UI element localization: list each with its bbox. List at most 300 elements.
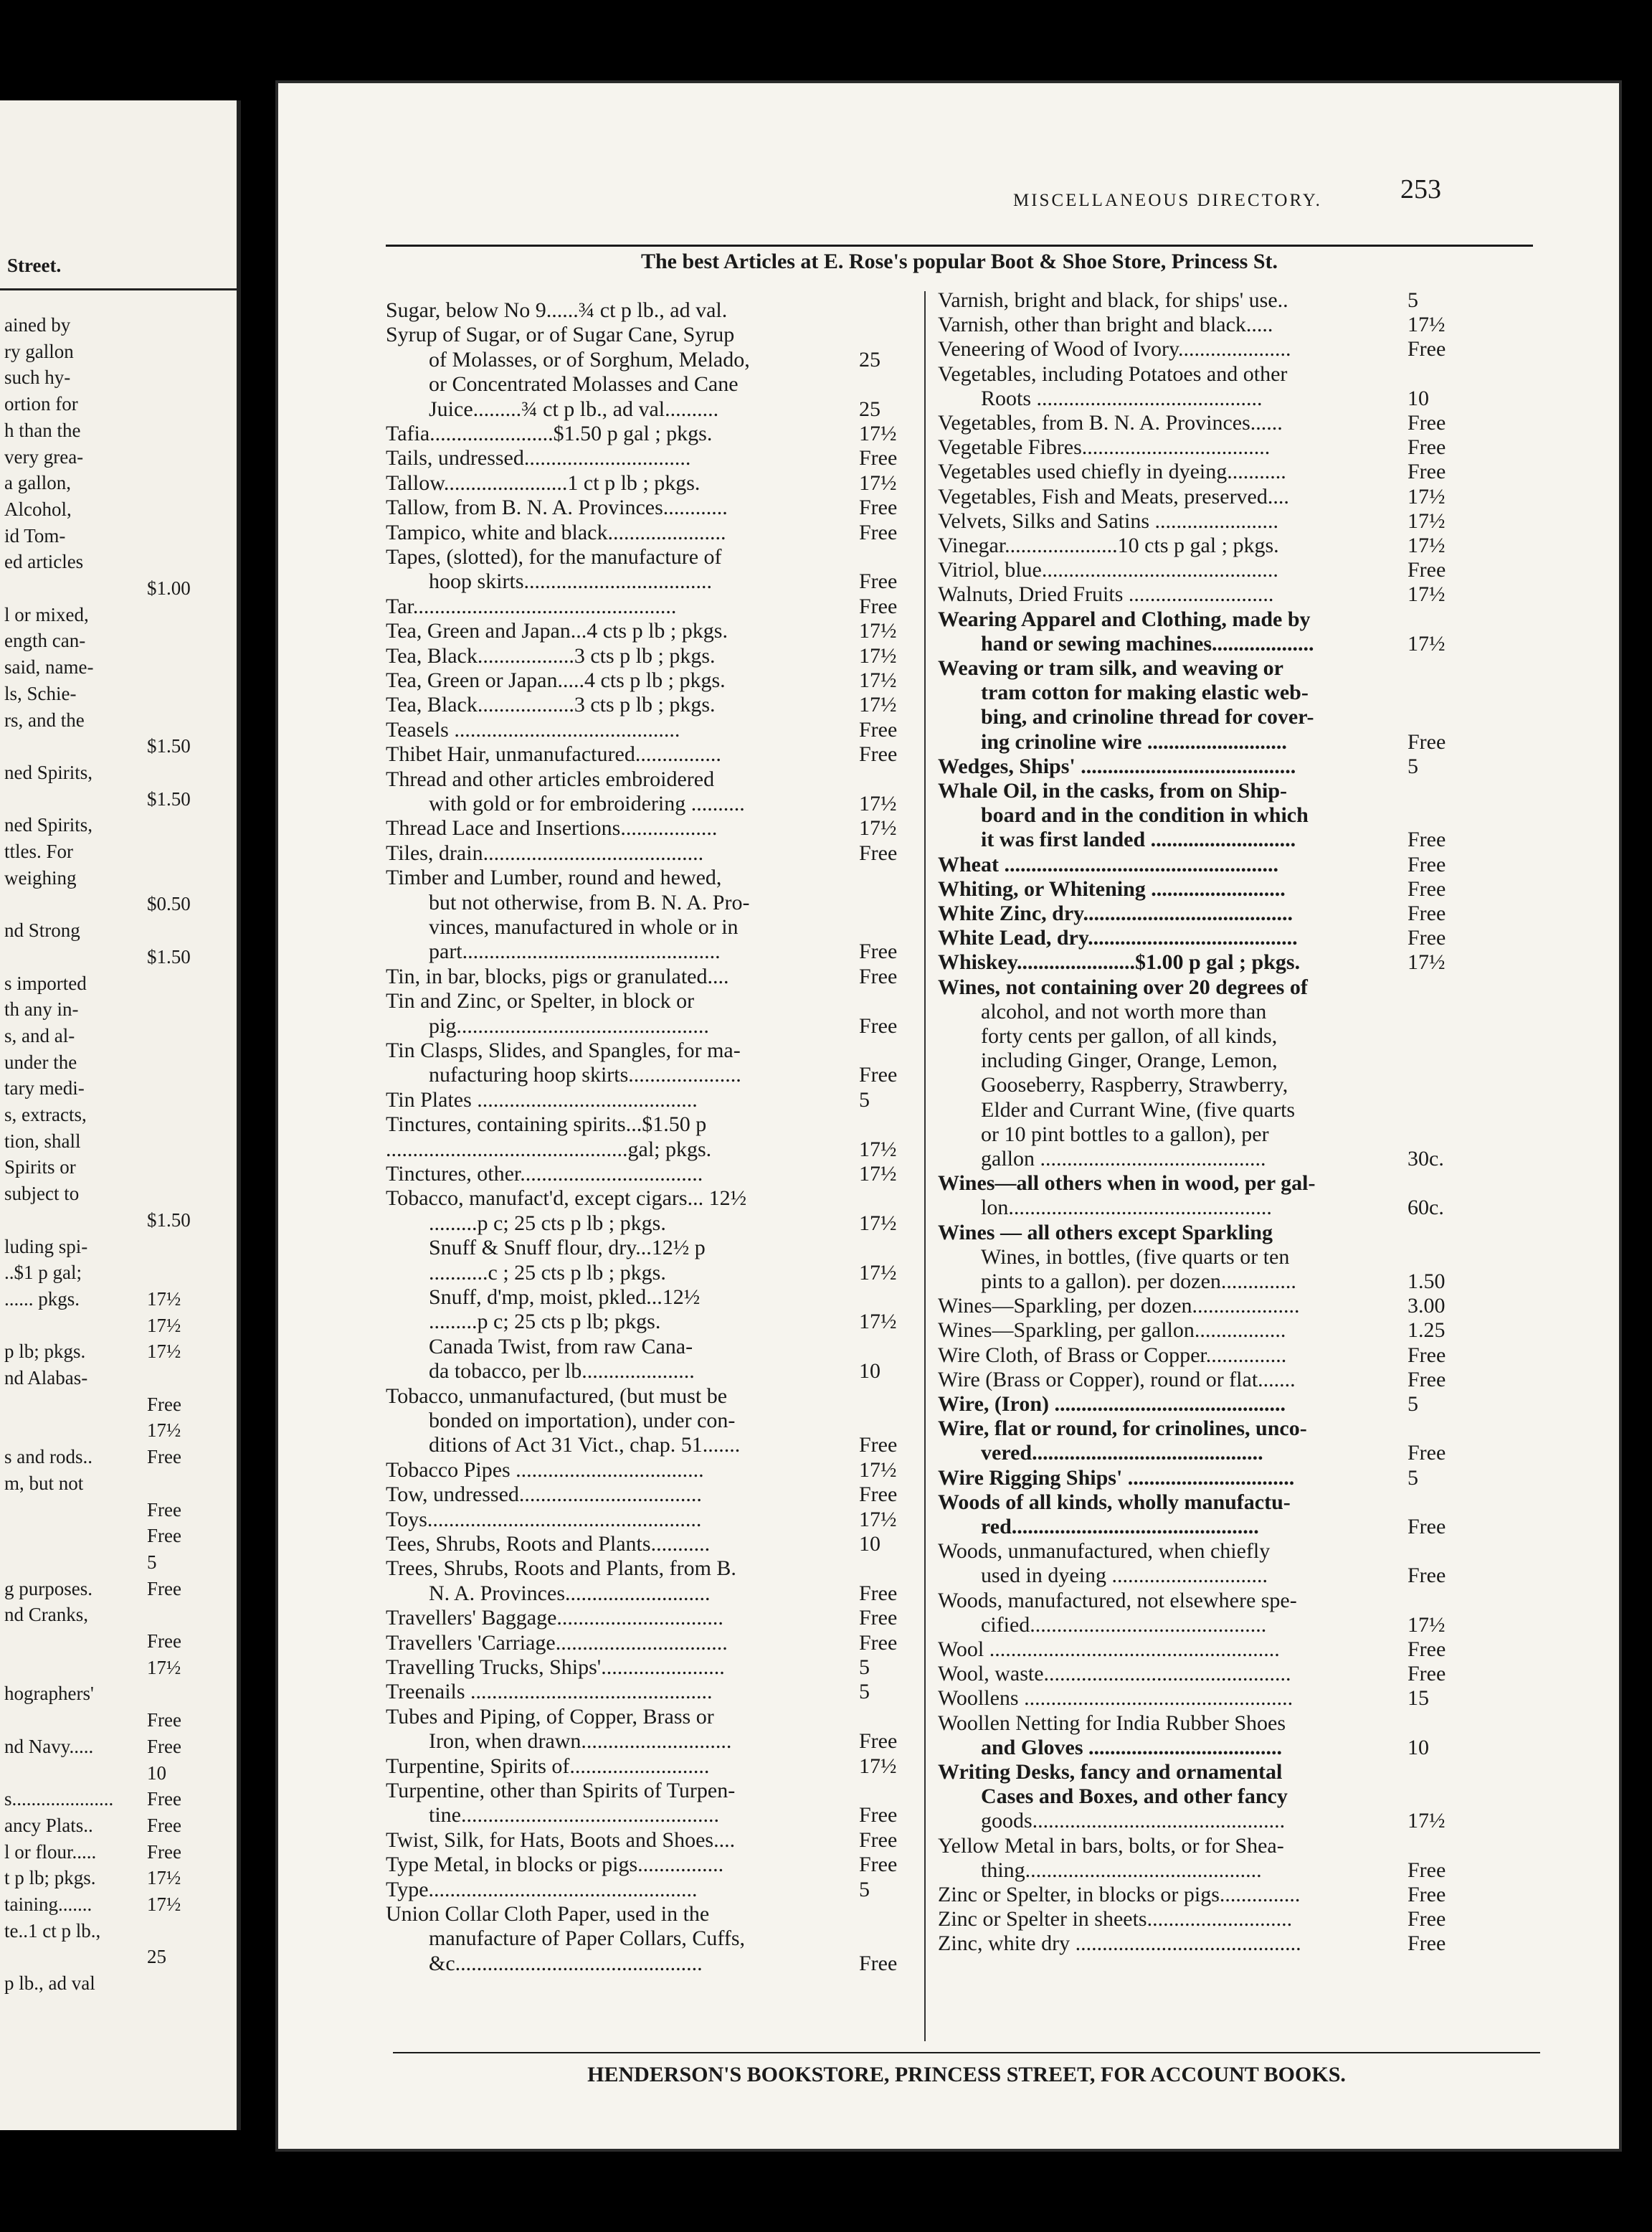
duty-rate: Free (859, 841, 898, 865)
tariff-entry: manufacture of Paper Collars, Cuffs, (429, 1926, 745, 1951)
tariff-entry: Vitriol, blue............................................ (938, 558, 1278, 582)
bottom-rule (393, 2052, 1540, 2053)
tariff-entry: Whiting, or Whitening ......................... (938, 876, 1286, 901)
tariff-entry: Travellers 'Carriage................................ (386, 1630, 728, 1655)
duty-rate: Free (1407, 876, 1446, 901)
left-page-line: h than the (4, 419, 81, 441)
tariff-entry: Tampico, white and black...................... (386, 520, 726, 544)
duty-rate: Free (1407, 411, 1446, 435)
tariff-entry: Turpentine, Spirits of.......................... (386, 1754, 710, 1778)
duty-rate: Free (1407, 828, 1446, 852)
left-page-line (4, 891, 234, 917)
tariff-entry: Thread and other articles embroidered (386, 767, 715, 791)
duty-rate: Free (859, 1951, 898, 1975)
tariff-entry: Wire Cloth, of Brass or Copper............... (938, 1343, 1287, 1367)
left-page-line: nd Cranks, (4, 1604, 88, 1626)
left-page-line: Alcohol, (4, 498, 72, 520)
left-page-rule (0, 288, 237, 290)
tariff-entry: Tobacco, manufact'd, except cigars... 12½ (386, 1186, 747, 1211)
tariff-entry: but not otherwise, from B. N. A. Pro- (429, 890, 750, 914)
duty-rate: Free (1407, 1367, 1446, 1391)
left-page-line: l or mixed, (4, 603, 89, 625)
tariff-entry: Wire (Brass or Copper), round or flat....... (938, 1367, 1296, 1391)
duty-rate: Free (859, 1013, 898, 1038)
left-page-duty-value: $1.00 (147, 577, 191, 599)
duty-rate: Free (859, 520, 898, 544)
left-page-line: ...... pkgs. (4, 1287, 80, 1310)
tariff-entry: thing............................................ (981, 1858, 1262, 1882)
tariff-entry: Treenails ............................................. (386, 1680, 713, 1704)
tariff-entry: or 10 pint bottles to a gallon), per (981, 1122, 1269, 1146)
left-page-duty-value: $1.50 (147, 945, 191, 968)
tariff-entry: Tinctures, containing spirits...$1.50 p (386, 1112, 707, 1137)
tariff-entry: Travelling Trucks, Ships'....................... (386, 1655, 725, 1679)
tariff-entry: Snuff, d'mp, moist, pkled...12½ (429, 1285, 701, 1309)
duty-rate: Free (859, 1853, 898, 1877)
tariff-entry: hoop skirts................................... (429, 569, 713, 594)
tariff-entry: Tallow.......................1 ct p lb ; pkgs. (386, 470, 701, 495)
duty-rate: 5 (1407, 288, 1418, 312)
tariff-entry: nufacturing hoop skirts..................... (429, 1063, 741, 1087)
tariff-entry: Varnish, other than bright and black..... (938, 313, 1273, 337)
tariff-entry: forty cents per gallon, of all kinds, (981, 1024, 1278, 1048)
tariff-entry: Wedges, Ships' ........................................ (938, 754, 1296, 778)
tariff-entry: White Lead, dry....................................... (938, 926, 1298, 950)
duty-rate: Free (859, 1630, 898, 1655)
left-page-line (4, 1707, 234, 1733)
left-page-duty-value: 5 (147, 1551, 157, 1573)
tariff-entry: used in dyeing ............................. (981, 1564, 1268, 1588)
left-page-line: ned Spirits, (4, 761, 93, 783)
tariff-entry: Wire, (Iron) ........................................... (938, 1392, 1286, 1416)
left-page-duty-value: Free (147, 1393, 181, 1415)
left-page-line: t p lb; pkgs. (4, 1867, 96, 1889)
tariff-entry: Type.................................................. (386, 1877, 698, 1901)
tariff-entry: Vegetable Fibres................................... (938, 435, 1271, 460)
tariff-entry: Wines—Sparkling, per dozen.................... (938, 1294, 1300, 1318)
tariff-entry: .............................................gal; pkgs. (386, 1137, 712, 1161)
duty-rate: Free (1407, 460, 1446, 484)
tariff-entry: Travellers' Baggage............................... (386, 1606, 723, 1630)
tariff-entry: Tafia.......................$1.50 p gal ; pkgs. (386, 422, 713, 445)
duty-rate: 17½ (859, 668, 897, 692)
tariff-entry: Woods, unmanufactured, when chiefly (938, 1539, 1271, 1564)
left-page-duty-value: Free (147, 1446, 181, 1468)
left-page-line: under the (4, 1051, 77, 1073)
left-page-line (4, 1944, 234, 1969)
tariff-entry: Tiles, drain......................................... (386, 841, 704, 865)
left-page-duty-value: 17½ (147, 1656, 181, 1678)
tariff-entry: Tin and Zinc, or Spelter, in block or (386, 989, 695, 1013)
duty-rate: Free (1407, 337, 1446, 361)
tariff-entry: Tubes and Piping, of Copper, Brass or (386, 1704, 714, 1729)
duty-rate: 15 (1407, 1686, 1429, 1711)
tariff-entry: including Ginger, Orange, Lemon, (981, 1049, 1278, 1073)
duty-rate: Free (859, 1063, 898, 1087)
tariff-entry: with gold or for embroidering .......... (429, 792, 745, 815)
tariff-entry: &c.............................................. (429, 1951, 703, 1975)
tariff-entry: da tobacco, per lb..................... (429, 1359, 695, 1384)
duty-rate: 17½ (859, 1457, 897, 1482)
duty-rate: Free (859, 594, 898, 618)
left-page-line (4, 575, 234, 601)
duty-rate: 17½ (859, 422, 897, 445)
left-page-line: te..1 ct p lb., (4, 1919, 101, 1942)
tariff-entry: Velvets, Silks and Satins ....................... (938, 509, 1279, 533)
tariff-entry: alcohol, and not worth more than (981, 999, 1267, 1023)
left-page-duty-value: $0.50 (147, 893, 191, 915)
page-number: 253 (1400, 174, 1441, 204)
left-page-line: subject to (4, 1183, 80, 1205)
duty-rate: 17½ (859, 470, 897, 495)
left-page-duty-value: $1.50 (147, 788, 191, 810)
duty-rate: 5 (859, 1680, 870, 1704)
tariff-entry: Tea, Green and Japan...4 cts p lb ; pkgs. (386, 619, 728, 643)
left-page-line: s, extracts, (4, 1104, 87, 1125)
left-page-line (4, 733, 234, 759)
duty-rate: 10 (1407, 1735, 1429, 1759)
tariff-entry: Wire Rigging Ships' ............................... (938, 1465, 1295, 1490)
duty-rate: Free (859, 1483, 898, 1507)
tariff-entry: cified............................................ (981, 1612, 1267, 1637)
duty-rate: Free (1407, 1662, 1446, 1686)
left-page-header: Street. (7, 255, 62, 276)
tariff-entry: Tin Plates ......................................... (386, 1087, 698, 1112)
duty-rate: 30c. (1407, 1147, 1444, 1171)
tariff-entry: ditions of Act 31 Vict., chap. 51....... (429, 1433, 741, 1457)
duty-rate: 17½ (859, 1137, 897, 1161)
duty-rate: 17½ (1407, 1612, 1446, 1637)
duty-rate: 5 (859, 1087, 870, 1112)
running-head: MISCELLANEOUS DIRECTORY. (1013, 191, 1322, 210)
tariff-entry: Tallow, from B. N. A. Provinces............ (386, 496, 728, 520)
tariff-entry: Vinegar.....................10 cts p gal ; pkgs. (938, 534, 1279, 557)
tariff-entry: ing crinoline wire .......................... (981, 729, 1287, 754)
duty-rate: Free (859, 569, 898, 594)
duty-rate: 5 (1407, 754, 1418, 778)
tariff-entry: Trees, Shrubs, Roots and Plants, from B. (386, 1556, 736, 1581)
tariff-entry: it was first landed ........................... (981, 828, 1296, 852)
tariff-entry: Tinctures, other.................................. (386, 1162, 703, 1186)
duty-rate: 1.25 (1407, 1318, 1446, 1343)
tariff-entry: Sugar, below No 9......¾ ct p lb., ad val. (386, 298, 728, 322)
tariff-entry: Union Collar Cloth Paper, used in the (386, 1902, 710, 1926)
left-page-line: ength can- (4, 630, 86, 652)
duty-rate: 5 (1407, 1465, 1418, 1490)
left-page-line (4, 1497, 234, 1523)
left-page-line: ned Spirits, (4, 814, 93, 836)
tariff-entry: pints to a gallon). per dozen.............. (981, 1269, 1296, 1293)
tariff-entry: Wool ...................................................... (938, 1637, 1280, 1661)
tariff-entry: goods............................................... (981, 1809, 1286, 1833)
tariff-entry: Zinc, white dry .......................................... (938, 1931, 1301, 1956)
left-page-line (4, 1313, 234, 1338)
duty-rate: Free (1407, 1858, 1446, 1882)
left-page-line: very grea- (4, 445, 84, 468)
left-page-line: id Tom- (4, 524, 66, 547)
left-page-duty-value: $1.50 (147, 1209, 191, 1231)
tariff-entry: vered........................................... (981, 1441, 1263, 1465)
left-page-line (4, 944, 234, 970)
left-page-line: said, name- (4, 656, 94, 678)
duty-rate: 17½ (859, 792, 897, 815)
tariff-entry: Syrup of Sugar, or of Sugar Cane, Syrup (386, 323, 735, 347)
tariff-entry: Veneering of Wood of Ivory..................... (938, 337, 1291, 361)
tariff-entry: Thread Lace and Insertions.................. (386, 816, 718, 841)
left-page-line (4, 1391, 234, 1417)
tariff-entry: Wire, flat or round, for crinolines, unco- (938, 1417, 1307, 1441)
duty-rate: 17½ (859, 1310, 897, 1334)
duty-rate: Free (859, 1433, 898, 1457)
tariff-entry: Tea, Black..................3 cts p lb ; pkgs. (386, 643, 716, 668)
tariff-entry: ...........c ; 25 cts p lb ; pkgs. (429, 1260, 666, 1285)
duty-rate: Free (859, 446, 898, 470)
duty-rate: 17½ (1407, 509, 1446, 533)
column-divider (924, 291, 926, 2041)
left-page-line: p lb., ad val (4, 1972, 95, 1995)
tariff-entry: board and in the condition in which (981, 803, 1309, 828)
tariff-entry: or Concentrated Molasses and Cane (429, 372, 739, 397)
duty-rate: Free (859, 717, 898, 742)
tariff-entry: Teasels .......................................... (386, 717, 680, 742)
left-page-line: th any in- (4, 998, 79, 1021)
left-page-line: nd Strong (4, 919, 80, 942)
tariff-entry: Zinc or Spelter, in blocks or pigs............... (938, 1883, 1301, 1906)
tariff-entry: Vegetables used chiefly in dyeing........... (938, 460, 1286, 484)
tariff-entry: gallon .......................................... (981, 1147, 1266, 1171)
tariff-entry: Turpentine, other than Spirits of Turpen- (386, 1779, 736, 1802)
left-page-line (4, 1549, 234, 1575)
tariff-entry: Wool, waste.............................................. (938, 1662, 1291, 1686)
left-page-duty-value: 25 (147, 1946, 166, 1968)
tariff-entry: Iron, when drawn............................ (429, 1729, 732, 1754)
left-page-line (4, 1655, 234, 1680)
tariff-entry: Timber and Lumber, round and hewed, (386, 866, 722, 890)
directory-page (278, 83, 1619, 2149)
top-advertisement-banner: The best Articles at E. Rose's popular Boot & Shoe Store, Princess St. (640, 250, 1278, 273)
left-page-line: m, but not (4, 1472, 84, 1494)
bottom-advertisement-banner: HENDERSON'S BOOKSTORE, PRINCESS STREET, FOR ACCOUNT BOOKS. (587, 2063, 1346, 2086)
left-page-duty-value: Free (147, 1498, 181, 1521)
duty-rate: 3.00 (1407, 1294, 1446, 1318)
left-page-line: ancy Plats.. (4, 1814, 93, 1836)
duty-rate: Free (1407, 1637, 1446, 1661)
tariff-entry: tram cotton for making elastic web- (981, 681, 1309, 705)
tariff-entry: of Molasses, or of Sorghum, Melado, (429, 347, 750, 372)
left-page-line: p lb; pkgs. (4, 1340, 86, 1363)
left-page-duty-value: Free (147, 1525, 181, 1547)
left-page-line: s..................... (4, 1788, 114, 1810)
duty-rate: Free (1407, 435, 1446, 460)
tariff-entry: Elder and Currant Wine, (five quarts (981, 1097, 1296, 1122)
left-page-line: s, and al- (4, 1024, 75, 1046)
duty-rate: 10 (1407, 386, 1429, 410)
left-page-line (4, 1417, 234, 1443)
tariff-entry: Woods, manufactured, not elsewhere spe- (938, 1588, 1297, 1612)
left-page-line (4, 786, 234, 812)
left-page-duty-value: 17½ (147, 1314, 181, 1336)
duty-rate: Free (1407, 558, 1446, 582)
left-page-line: taining....... (4, 1893, 92, 1915)
tariff-entry: Walnuts, Dried Fruits ........................... (938, 582, 1274, 607)
left-page-line: such hy- (4, 367, 71, 389)
duty-rate: Free (1407, 902, 1446, 925)
left-page-line: weighing (4, 866, 77, 889)
left-page-line: nd Navy..... (4, 1735, 94, 1757)
left-page-duty-value: Free (147, 1630, 181, 1652)
tariff-entry: White Zinc, dry....................................... (938, 902, 1293, 925)
duty-rate: 17½ (1407, 631, 1446, 656)
tariff-entry: Juice.........¾ ct p lb., ad val.......... (429, 397, 719, 421)
duty-rate: 25 (859, 347, 880, 372)
duty-rate: Free (1407, 1883, 1446, 1906)
left-page-line: s and rods.. (4, 1446, 92, 1468)
tariff-entry: red.............................................. (981, 1515, 1259, 1538)
tariff-entry: Tails, undressed............................... (386, 446, 691, 470)
duty-rate: 17½ (1407, 950, 1446, 975)
left-page-line: rs, and the (4, 709, 85, 731)
tariff-entry: Wheat ................................................... (938, 852, 1278, 876)
tariff-entry: hand or sewing machines................... (981, 631, 1314, 656)
left-page-duty-value: 17½ (147, 1867, 181, 1889)
tariff-entry: Tobacco, unmanufactured, (but must be (386, 1384, 728, 1408)
previous-page-fragment (0, 100, 241, 2130)
tariff-entry: Cases and Boxes, and other fancy (981, 1784, 1288, 1809)
tariff-entry: Zinc or Spelter in sheets........................... (938, 1907, 1293, 1931)
left-page-duty-value: 17½ (147, 1287, 181, 1310)
duty-rate: Free (1407, 852, 1446, 876)
top-rule (386, 245, 1533, 247)
left-page-line (4, 1523, 234, 1548)
tariff-entry: Wines, in bottles, (five quarts or ten (981, 1244, 1290, 1269)
left-page-line: nd Alabas- (4, 1367, 88, 1389)
tariff-entry: Tea, Black..................3 cts p lb ; pkgs. (386, 693, 716, 717)
duty-rate: 17½ (1407, 582, 1446, 607)
duty-rate: Free (1407, 1343, 1446, 1367)
duty-rate: 25 (859, 397, 880, 421)
duty-rate: 10 (859, 1532, 880, 1556)
tariff-entry: Vegetables, from B. N. A. Provinces...... (938, 411, 1283, 435)
duty-rate: 17½ (859, 619, 897, 643)
tariff-entry: Roots .......................................... (981, 386, 1263, 410)
duty-rate: Free (1407, 1931, 1446, 1956)
left-page-line: Spirits or (4, 1156, 76, 1178)
tariff-entry: lon................................................. (981, 1196, 1272, 1220)
duty-rate: 5 (859, 1655, 870, 1679)
tariff-entry: Wines—all others when in wood, per gal- (938, 1171, 1316, 1196)
duty-rate: 60c. (1407, 1196, 1444, 1220)
duty-rate: Free (859, 1729, 898, 1754)
left-page-duty-value: $1.50 (147, 735, 191, 757)
left-page-line (4, 1628, 234, 1654)
duty-rate: 17½ (1407, 313, 1446, 337)
left-page-line: ortion for (4, 393, 78, 415)
tariff-entry: Wines—Sparkling, per gallon................. (938, 1318, 1286, 1343)
tariff-entry: Snuff & Snuff flour, dry...12½ p (429, 1236, 706, 1260)
duty-rate: 17½ (1407, 1809, 1446, 1833)
duty-rate: 10 (859, 1359, 880, 1384)
tariff-entry: Tin Clasps, Slides, and Spangles, for ma- (386, 1039, 741, 1062)
tariff-entry: N. A. Provinces........................... (429, 1581, 711, 1605)
left-page-line: ttles. For (4, 841, 74, 862)
tariff-entry: Gooseberry, Raspberry, Strawberry, (981, 1073, 1288, 1097)
duty-rate: Free (859, 1827, 898, 1852)
duty-rate: 5 (859, 1877, 870, 1901)
duty-rate: 17½ (859, 816, 897, 841)
tariff-entry: and Gloves .................................... (981, 1735, 1283, 1759)
duty-rate: Free (859, 742, 898, 767)
left-page-duty-value: 17½ (147, 1340, 181, 1363)
duty-rate: 17½ (859, 693, 897, 717)
tariff-entry: Canada Twist, from raw Cana- (429, 1334, 693, 1358)
left-page-duty-value: Free (147, 1709, 181, 1731)
duty-rate: 17½ (859, 643, 897, 668)
tariff-entry: Writing Desks, fancy and ornamental (938, 1760, 1283, 1784)
tariff-entry: Tin, in bar, blocks, pigs or granulated.... (386, 964, 729, 988)
left-page-line (4, 1760, 234, 1786)
left-page-duty-value: 10 (147, 1762, 166, 1784)
tariff-entry: Whiskey......................$1.00 p gal ; pkgs. (938, 950, 1301, 975)
tariff-entry: pig............................................... (429, 1013, 709, 1038)
tariff-entry: Whale Oil, in the casks, from on Ship- (938, 779, 1288, 803)
left-page-line: g purposes. (4, 1577, 92, 1599)
left-page-duty-value: 17½ (147, 1893, 181, 1915)
left-page-line: tion, shall (4, 1130, 81, 1152)
tariff-entry: Tobacco Pipes ................................... (386, 1457, 704, 1482)
left-page-line: ..$1 p gal; (4, 1262, 82, 1284)
duty-rate: Free (859, 496, 898, 520)
left-page-duty-value: Free (147, 1577, 181, 1599)
duty-rate: Free (1407, 926, 1446, 950)
tariff-entry: Woollens .................................................. (938, 1686, 1293, 1711)
left-page-line: s imported (4, 972, 87, 994)
left-page-duty-value: Free (147, 1735, 181, 1757)
tariff-entry: .........p c; 25 cts p lb ; pkgs. (429, 1211, 666, 1235)
left-page-duty-value: Free (147, 1840, 181, 1863)
tariff-entry: Wines, not containing over 20 degrees of (938, 975, 1308, 999)
duty-rate: 17½ (859, 1754, 897, 1778)
duty-rate: Free (1407, 1907, 1446, 1931)
tariff-entry: Woollen Netting for India Rubber Shoes (938, 1711, 1286, 1735)
tariff-entry: part................................................ (429, 940, 721, 964)
tariff-entry: Weaving or tram silk, and weaving or (938, 656, 1283, 680)
left-page-line (4, 1207, 234, 1233)
duty-rate: Free (859, 964, 898, 988)
duty-rate: 17½ (1407, 534, 1446, 557)
duty-rate: Free (859, 1803, 898, 1827)
tariff-entry: Tea, Green or Japan.....4 cts p lb ; pkgs. (386, 668, 726, 692)
duty-rate: Free (859, 1606, 898, 1630)
duty-rate: 17½ (859, 1507, 897, 1531)
left-page-line: luding spi- (4, 1235, 88, 1257)
tariff-entry: Wines — all others except Sparkling (938, 1220, 1273, 1244)
duty-rate: Free (1407, 1515, 1446, 1538)
tariff-entry: Wearing Apparel and Clothing, made by (938, 607, 1311, 631)
left-page-line: hographers' (4, 1683, 94, 1705)
tariff-entry: Tees, Shrubs, Roots and Plants........... (386, 1532, 711, 1556)
tariff-entry: Varnish, bright and black, for ships' use.. (938, 288, 1288, 312)
left-page-line: ed articles (4, 551, 84, 573)
duty-rate: 17½ (859, 1260, 897, 1285)
duty-rate: Free (1407, 1564, 1446, 1588)
tariff-entry: Thibet Hair, unmanufactured................ (386, 742, 721, 767)
duty-rate: 17½ (1407, 484, 1446, 509)
duty-rate: 5 (1407, 1392, 1418, 1416)
left-page-line: tary medi- (4, 1077, 85, 1100)
tariff-entry: Vegetables, Fish and Meats, preserved.... (938, 484, 1289, 509)
left-page-duty-value: Free (147, 1788, 181, 1810)
tariff-entry: Twist, Silk, for Hats, Boots and Shoes.... (386, 1827, 736, 1852)
